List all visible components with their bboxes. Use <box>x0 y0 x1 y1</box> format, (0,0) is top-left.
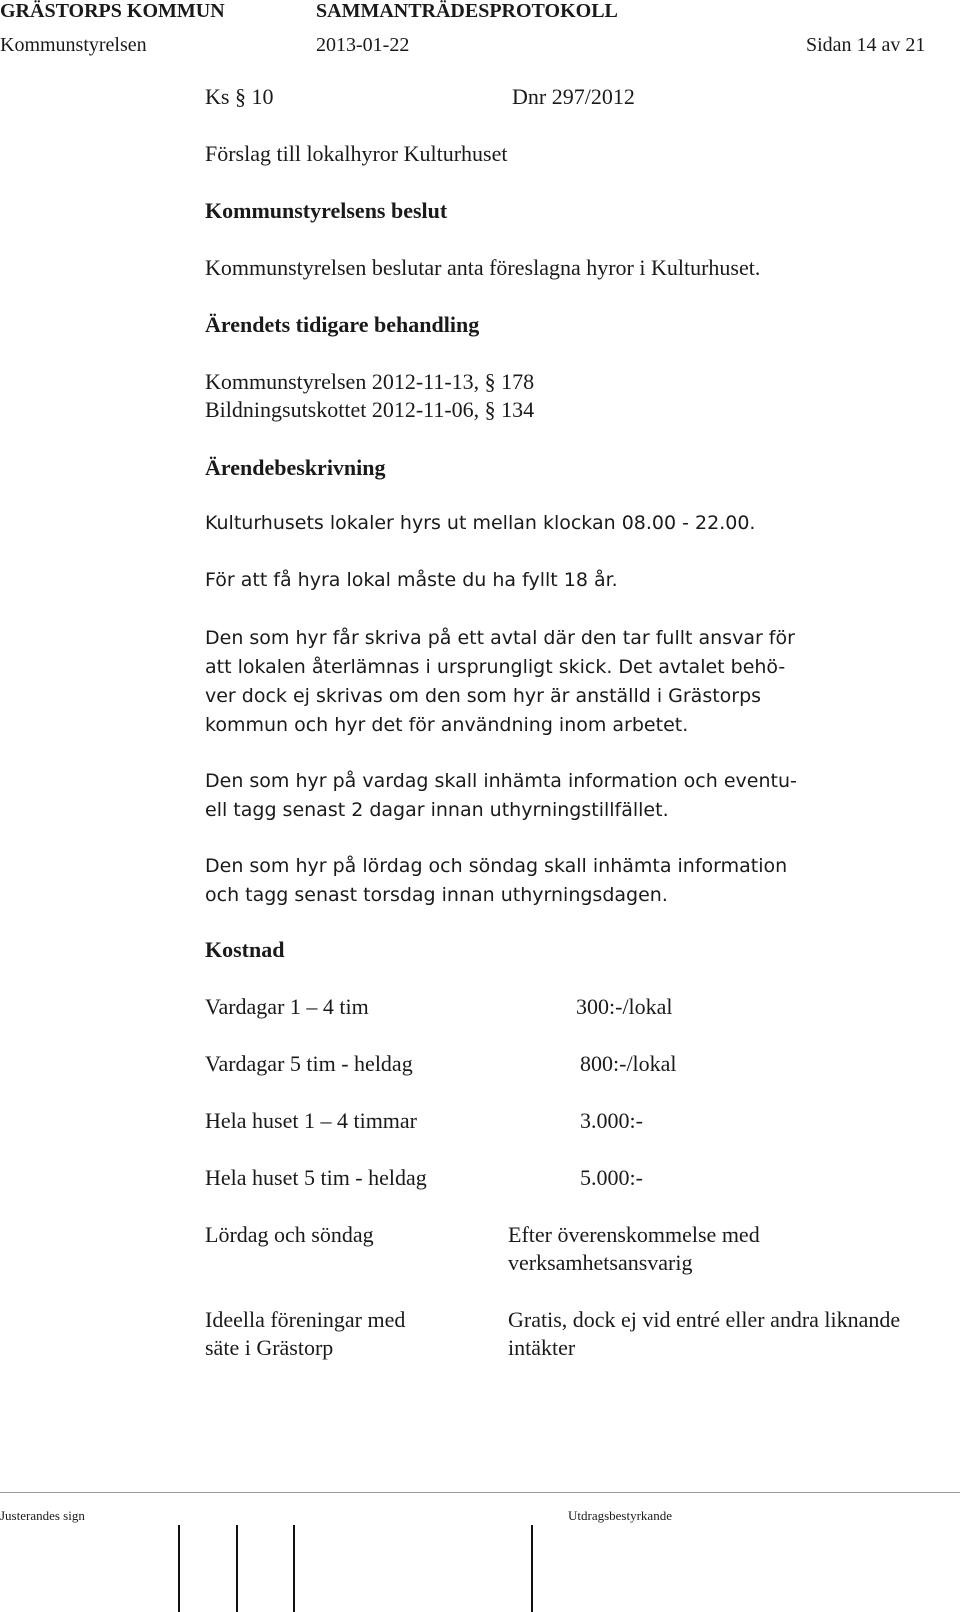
cost-row-label: Hela huset 5 tim - heldag <box>205 1165 427 1190</box>
signature-box-divider <box>531 1525 533 1612</box>
footer-divider <box>0 1492 960 1493</box>
signature-box-divider <box>236 1525 238 1612</box>
decision-text: Kommunstyrelsen beslutar anta föreslagna hyror i Kulturhuset. <box>205 255 761 280</box>
cost-associations-label: Ideella föreningar med <box>205 1307 406 1332</box>
page-number: Sidan 14 av 21 <box>806 34 926 56</box>
decision-heading: Kommunstyrelsens beslut <box>205 198 448 223</box>
cost-row-label: Vardagar 5 tim - heldag <box>205 1051 413 1076</box>
history-item: Bildningsutskottet 2012-11-06, § 134 <box>205 397 535 422</box>
cost-weekend-label: Lördag och söndag <box>205 1222 374 1247</box>
paragraph-line: ell tagg senast 2 dagar innan uthyrningstillfället. <box>205 799 669 821</box>
signature-box-divider <box>178 1525 180 1612</box>
paragraph-line: kommun och hyr det för användning inom arbetet. <box>205 714 689 736</box>
case-dnr: Dnr 297/2012 <box>512 84 635 109</box>
org-name: GRÄSTORPS KOMMUN <box>0 0 225 22</box>
history-item: Kommunstyrelsen 2012-11-13, § 178 <box>205 369 535 394</box>
history-heading: Ärendets tidigare behandling <box>205 312 480 337</box>
cost-row-price: 800:-/lokal <box>580 1051 677 1076</box>
cost-row-price: 300:-/lokal <box>576 994 673 1019</box>
committee-name: Kommunstyrelsen <box>0 34 147 56</box>
case-paragraph: Ks § 10 <box>205 84 274 109</box>
cost-weekend-price: verksamhetsansvarig <box>508 1250 693 1275</box>
footer-signature-label: Justerandes sign <box>0 1508 85 1523</box>
signature-box-divider <box>293 1525 295 1612</box>
cost-weekend-price: Efter överenskommelse med <box>508 1222 760 1247</box>
document-type: SAMMANTRÄDESPROTOKOLL <box>316 0 618 22</box>
cost-row-label: Hela huset 1 – 4 timmar <box>205 1108 418 1133</box>
cost-heading: Kostnad <box>205 937 285 962</box>
paragraph-line: ver dock ej skrivas om den som hyr är anställd i Grästorps <box>205 685 762 707</box>
cost-row-price: 5.000:- <box>580 1165 643 1190</box>
description-heading: Ärendebeskrivning <box>205 455 386 480</box>
cost-associations-price: Gratis, dock ej vid entré eller andra liknande <box>508 1307 901 1332</box>
cost-row-price: 3.000:- <box>580 1108 643 1133</box>
paragraph-line: Den som hyr på vardag skall inhämta information och eventu- <box>205 770 797 792</box>
paragraph-line: och tagg senast torsdag innan uthyrningsdagen. <box>205 884 668 906</box>
meeting-date: 2013-01-22 <box>316 34 410 56</box>
description-weekday-paragraph <box>205 767 825 825</box>
cost-row-label: Vardagar 1 – 4 tim <box>205 994 369 1019</box>
cost-associations-label: säte i Grästorp <box>205 1335 334 1360</box>
paragraph-line: Den som hyr på lördag och söndag skall inhämta information <box>205 855 788 877</box>
description-weekend-paragraph <box>205 852 825 910</box>
paragraph-line: att lokalen återlämnas i ursprungligt skick. Det avtalet behö- <box>205 656 786 678</box>
footer-certification-label: Utdragsbestyrkande <box>568 1508 672 1523</box>
case-title: Förslag till lokalhyror Kulturhuset <box>205 141 508 166</box>
description-age: För att få hyra lokal måste du ha fyllt 18 år. <box>205 569 618 591</box>
description-contract-paragraph <box>205 624 825 740</box>
cost-associations-price: intäkter <box>508 1335 576 1360</box>
description-hours: Kulturhusets lokaler hyrs ut mellan klockan 08.00 - 22.00. <box>205 512 756 534</box>
paragraph-line: Den som hyr får skriva på ett avtal där den tar fullt ansvar för <box>205 627 795 649</box>
